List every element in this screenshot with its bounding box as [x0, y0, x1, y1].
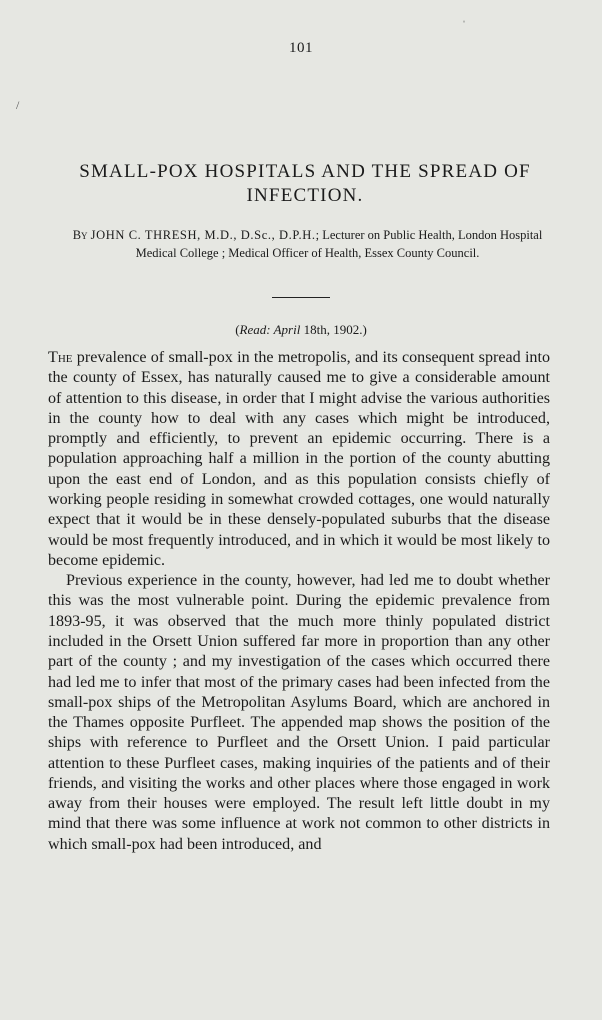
- article-title: SMALL-POX HOSPITALS AND THE SPREAD OF INFECTION.: [79, 161, 531, 206]
- read-month: April: [273, 322, 301, 337]
- author-affiliation: ; Lecturer on Public Health, London Hospital Medical College ; Medical Officer of Health, Essex County Council.: [135, 228, 543, 260]
- author-name: JOHN C. THRESH, M.D., D.Sc., D.P.H.: [90, 228, 316, 242]
- read-date: (Read: April 18th, 1902.): [235, 322, 367, 337]
- paragraph: [48, 348, 550, 571]
- page-number: 101: [289, 40, 313, 56]
- byline: [60, 226, 555, 262]
- paragraph-text: prevalence of small-pox in the metropolis, and its consequent spread into the county of Essex, has naturally caused me to give a considerable amount of attention to this disease, in order that I might advise the various authorities in the county how to deal with any cases which might be introduced, promptly and efficiently, to prevent an epidemic occurring. There is a population approaching half a million in the portion of the county abutting upon the east end of London, and as this population consists chiefly of working people residing in somewhat crowded cottages, one would naturally expect that it would be in these densely-populated suburbs that the disease would be most frequently introduced, and in which it would be most likely to become epidemic.: [48, 349, 550, 569]
- paragraph-text: Previous experience in the county, however, had led me to doubt whether this was the most vulnerable point. During the epidemic prevalence from 1893-95, it was observed that the much more thinly populated district included in the Orsett Union suffered far more in proportion than any other part of the county ; and my investigation of the cases which occurred there had led me to infer that most of the primary cases had been infected from the small-pox ships of the Metropolitan Asylums Board, which are anchored in the Thames opposite Purfleet. The appended map shows the position of the ships with reference to Purfleet and the Orsett Union. I paid particular attention to these Purfleet cases, making inquiries of the patients and of their friends, and visiting the works and other places where those engaged in work away from their houses were employed. The result left little doubt in my mind that there was some influence at work not common to other districts in which small-pox had been introduced, and: [48, 572, 550, 853]
- title-divider: [272, 297, 330, 298]
- read-label: Read:: [239, 322, 271, 337]
- read-day-year: 18th, 1902.: [303, 322, 363, 337]
- byline-by: By: [72, 228, 88, 242]
- scan-speck: /: [16, 98, 20, 112]
- paragraph: [48, 571, 550, 855]
- article-body: [48, 348, 550, 855]
- paragraph-lead: The: [48, 349, 73, 366]
- scan-speck: ˈ: [462, 18, 466, 32]
